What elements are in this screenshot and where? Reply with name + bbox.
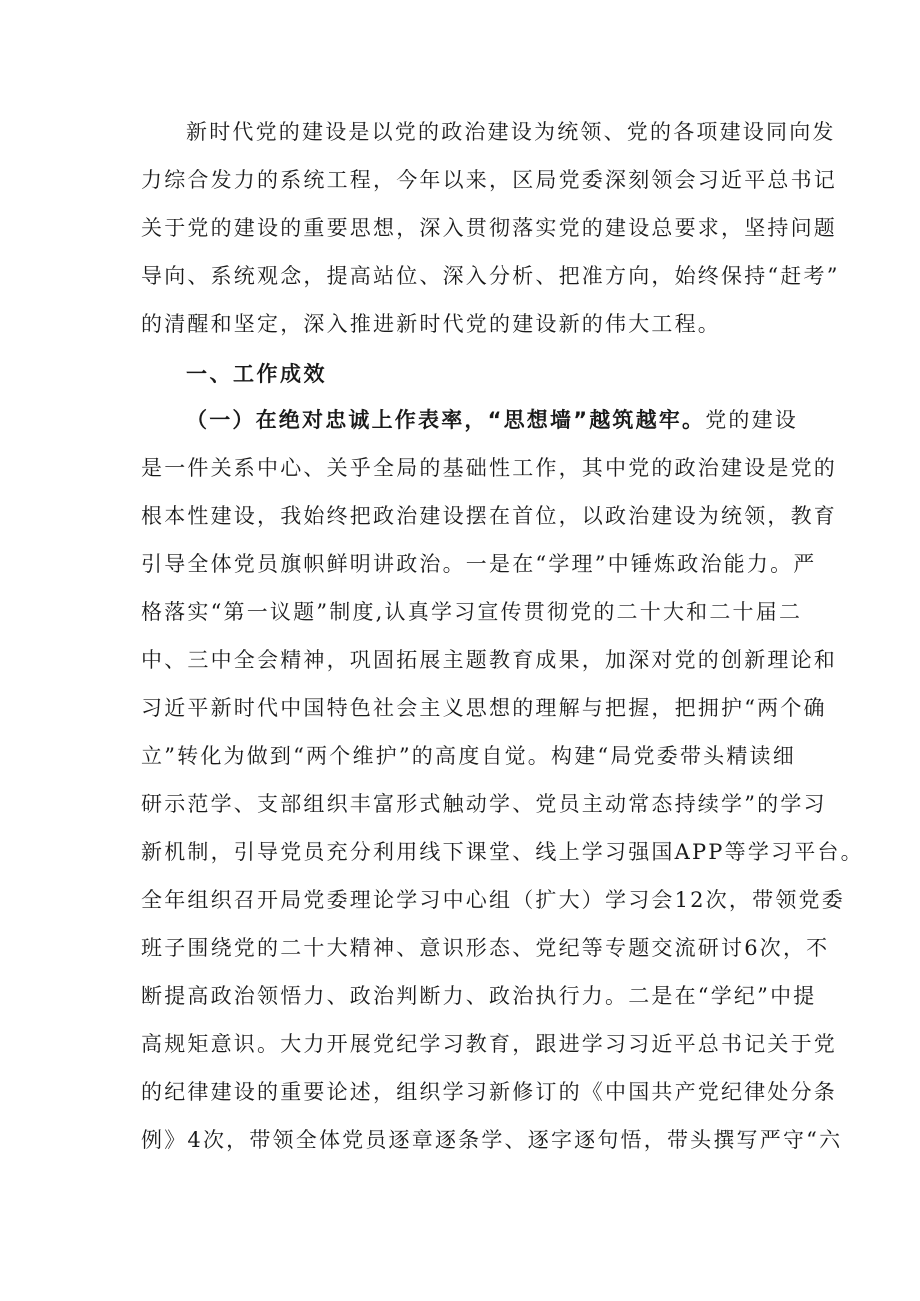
body-line-5: 中、三中全会精神，巩固拓展主题教育成果，加深对党的创新理论和 xyxy=(141,648,837,672)
body-line-2: 根本性建设，我始终把政治建设摆在首位，以政治建设为统领，教育 xyxy=(141,504,837,528)
body-line-15: 例》4次，带领全体党员逐章逐条学、逐字逐句悟，带头撰写严守“六 xyxy=(141,1128,843,1152)
subsection-first-line xyxy=(186,396,798,444)
body-line-3: 引导全体党员旗帜鲜明讲政治。一是在“学理”中锤炼政治能力。严 xyxy=(141,552,817,576)
intro-line-3: 关于党的建设的重要思想，深入贯彻落实党的建设总要求，坚持问题 xyxy=(141,216,837,240)
body-line-1: 是一件关系中心、关乎全局的基础性工作，其中党的政治建设是党的 xyxy=(141,456,837,480)
section-heading: 一、工作成效 xyxy=(186,362,327,386)
body-line-4: 格落实“第一议题”制度,认真学习宣传贯彻党的二十大和二十届二 xyxy=(141,600,803,624)
body-line-13: 高规矩意识。大力开展党纪学习教育，跟进学习习近平总书记关于党 xyxy=(141,1032,837,1056)
intro-line-4: 导向、系统观念，提高站位、深入分析、把准方向，始终保持“赶考” xyxy=(141,264,840,288)
body-line-10: 全年组织召开局党委理论学习中心组（扩大）学习会12次，带领党委 xyxy=(141,888,845,912)
body-line-8: 研示范学、支部组织丰富形式触动学、党员主动常态持续学”的学习 xyxy=(141,792,827,816)
body-line-12: 断提高政治领悟力、政治判断力、政治执行力。二是在“学纪”中提 xyxy=(141,984,817,1008)
intro-line-5: 的清醒和坚定，深入推进新时代党的建设新的伟大工程。 xyxy=(141,312,721,336)
subsection-title: （一）在绝对忠诚上作表率，“思想墙”越筑越牢。 xyxy=(186,408,706,432)
body-line-9: 新机制，引导党员充分利用线下课堂、线上学习强国APP等学习平台。 xyxy=(141,840,864,864)
intro-line-2: 力综合发力的系统工程，今年以来，区局党委深刻领会习近平总书记 xyxy=(141,168,837,192)
body-line-6: 习近平新时代中国特色社会主义思想的理解与把握，把拥护“两个确 xyxy=(141,696,827,720)
body-line-7: 立”转化为做到“两个维护”的高度自觉。构建“局党委带头精读细 xyxy=(141,744,796,768)
intro-line-1: 新时代党的建设是以党的政治建设为统领、党的各项建设同向发 xyxy=(186,120,836,144)
body-line-11: 班子围绕党的二十大精神、意识形态、党纪等专题交流研讨6次，不 xyxy=(141,936,830,960)
body-line-14: 的纪律建设的重要论述，组织学习新修订的《中国共产党纪律处分条 xyxy=(141,1080,837,1104)
subsection-first-line-rest: 党的建设 xyxy=(705,408,799,432)
